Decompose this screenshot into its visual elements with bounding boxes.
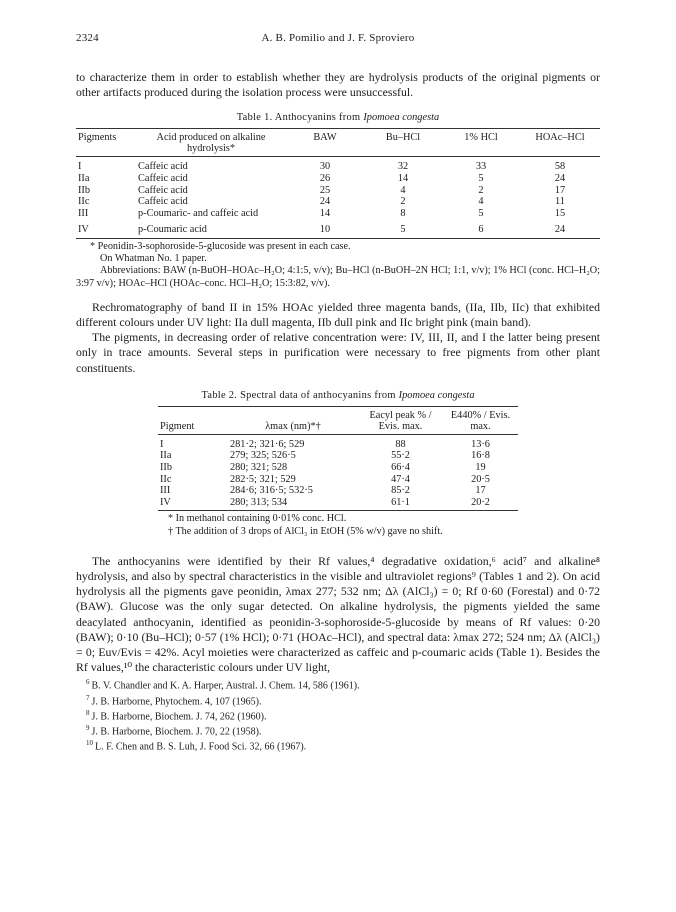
table-cell: 5	[364, 219, 442, 238]
table-cell: IIb	[160, 461, 173, 473]
table-row	[76, 219, 600, 238]
table-cell: IIa	[160, 450, 172, 462]
table-cell: 281·2; 321·6; 529	[230, 438, 305, 450]
table-cell: 66·4	[391, 461, 410, 473]
table1-header-cell: BAW	[286, 129, 364, 157]
reference-number: 9	[86, 723, 90, 732]
table-cell: 11	[555, 196, 565, 208]
table-cell: 10	[286, 219, 364, 238]
table-cell: 30	[319, 161, 331, 173]
table1-header-cell: Acid produced on alkaline hydrolysis*	[136, 129, 286, 157]
table1-header-cell: Pigments	[76, 129, 136, 157]
table-cell: p-Coumaric- and caffeic acid	[138, 207, 259, 219]
table-cell: Caffeic acid	[138, 184, 188, 196]
reference-item	[76, 723, 600, 738]
table-row	[158, 485, 518, 497]
table-cell: 14	[397, 173, 409, 184]
table-cell: 25	[319, 184, 331, 196]
table-row	[76, 208, 600, 220]
table-cell: 85·2	[391, 485, 410, 497]
table-cell: 280; 321; 528	[230, 461, 288, 473]
table2-header-cell: E440% / Evis. max.	[443, 406, 518, 434]
reference-item	[76, 738, 600, 753]
table-cell: 5	[478, 207, 484, 219]
table2-header-row	[158, 406, 518, 434]
table-cell: IIc	[160, 473, 172, 485]
reference-number: 6	[86, 678, 90, 687]
table-row	[158, 434, 518, 450]
table1-caption-species: Ipomoea congesta	[363, 112, 440, 124]
table1-note: On Whatman No. 1 paper.	[100, 253, 207, 265]
table-cell: IV	[158, 497, 228, 511]
table-cell: 24	[554, 173, 566, 184]
running-title: A. B. Pomilio and J. F. Sproviero	[261, 32, 415, 44]
reference-number: 7	[86, 693, 90, 702]
table-cell: 88	[395, 438, 406, 450]
table2-note: * In methanol containing 0·01% conc. HCl.	[168, 513, 347, 525]
reference-item	[76, 677, 600, 692]
table2-header-cell: Pigment	[158, 406, 228, 434]
table-cell: 5	[478, 173, 484, 184]
table2-caption-prefix: Table 2. Spectral data of anthocyanins from	[201, 389, 396, 401]
table-cell: 4	[478, 196, 484, 208]
reference-item	[76, 708, 600, 723]
table-cell: 2	[400, 196, 406, 208]
intro-paragraph: to characterize them in order to establish whether they are hydrolysis products of the original pigments or other artifacts produced during the isolation process were unsuccessful.	[76, 70, 600, 100]
footnote-references	[76, 677, 600, 753]
table2	[158, 406, 518, 512]
table-cell: 4	[400, 184, 406, 196]
table1-header-row	[76, 129, 600, 157]
reference-number: 10	[86, 738, 93, 747]
table-cell: 26	[319, 173, 331, 184]
table-cell: p-Coumaric acid	[136, 219, 286, 238]
table-cell: 20·2	[443, 497, 518, 511]
table-cell: IIa	[78, 173, 90, 184]
reference-text: B. V. Chandler and K. A. Harper, Austral. J. Chem. 14, 586 (1961).	[91, 680, 360, 692]
table-cell: I	[78, 161, 82, 173]
table-cell: Caffeic acid	[138, 161, 188, 173]
table2-header-cell: Eacyl peak % / Evis. max.	[358, 406, 443, 434]
table-cell: IIb	[78, 184, 91, 196]
table-cell: 55·2	[391, 450, 410, 462]
table-cell: I	[160, 438, 164, 450]
table-cell: 279; 325; 526·5	[230, 450, 296, 462]
table-cell: 19	[475, 461, 486, 473]
table-cell: 8	[400, 207, 406, 219]
table2-caption	[76, 390, 600, 401]
table-cell: Caffeic acid	[138, 173, 188, 184]
table-cell: 284·6; 316·5; 532·5	[230, 485, 313, 497]
page-number: 2324	[76, 32, 99, 44]
table1-header-cell: 1% HCl	[442, 129, 520, 157]
table-row	[158, 462, 518, 474]
table-cell: 20·5	[471, 473, 490, 485]
table1-header-cell: Bu–HCl	[364, 129, 442, 157]
table-cell: 6	[442, 219, 520, 238]
reference-item	[76, 693, 600, 708]
table2-header-cell: λmax (nm)*†	[228, 406, 358, 434]
table1-notes	[76, 241, 600, 290]
table-row	[76, 196, 600, 208]
table1-note: Abbreviations: BAW (n-BuOH–HOAc–H₂O; 4:1:5, v/v); Bu–HCl (n-BuOH–2N HCl; 1:1, v/v); 1% HCl (conc. HCl–H₂O; 3:97 v/v); HOAc–HCl (HOAc–conc. HCl–H₂O; 15:3:82, v/v).	[76, 265, 600, 289]
reference-number: 8	[86, 708, 90, 717]
reference-text: J. B. Harborne, Phytochem. 4, 107 (1965).	[91, 695, 262, 707]
table-row	[76, 185, 600, 197]
table-row	[158, 474, 518, 486]
reference-text: J. B. Harborne, Biochem. J. 74, 262 (1960).	[91, 710, 267, 722]
table-cell: 58	[554, 161, 566, 173]
table2-notes	[158, 513, 518, 537]
table-cell: 24	[520, 219, 600, 238]
table-cell: 13·6	[471, 438, 490, 450]
table-cell: 280; 313; 534	[228, 497, 358, 511]
table-cell: 47·4	[391, 473, 410, 485]
table-cell: III	[160, 485, 171, 497]
table1-note: * Peonidin-3-sophoroside-5-glucoside was present in each case.	[90, 240, 351, 252]
table1	[76, 128, 600, 239]
table1-caption-prefix: Table 1. Anthocyanins from	[236, 112, 361, 124]
table-cell: 282·5; 321; 529	[230, 473, 296, 485]
table2-note: † The addition of 3 drops of AlCl₃ in EtOH (5% w/v) gave no shift.	[168, 525, 443, 537]
table-cell: 24	[319, 196, 331, 208]
table-cell: 17	[475, 485, 486, 497]
identification-paragraph: The anthocyanins were identified by their Rf values,⁴ degradative oxidation,⁶ acid⁷ and alkaline⁸ hydrolysis, and also by spectral characteristics in the visible and ultraviolet regions⁹ (Tables 1 and 2). On acid hydrolysis all the pigments gave peonidin, λmax 277; 532 nm; Δλ (AlCl₃) = 0; Rf 0·60 (Forestal) and 0·72 (BAW). Glucose was the only sugar detected. On alkaline hydrolysis, the pigments yielded the same deacylated anthocyanin, identified as peonidin-3-sophoroside-5-glucoside by means of Rf values: 0·20 (BAW); 0·10 (Bu–HCl); 0·57 (1% HCl); 0·71 (HOAc–HCl), and spectral data: λmax 272; 524 nm; Δλ (AlCl₃) = 0; Euv/Evis = 42%. Acyl moieties were characterized as caffeic and p-coumaric acids (Table 1). Besides the Rf values,¹⁰ the characteristic colours under UV light,	[76, 553, 600, 675]
table-cell: 16·8	[471, 450, 490, 462]
reference-text: J. B. Harborne, Biochem. J. 70, 22 (1958).	[91, 726, 262, 738]
table-cell: 33	[475, 161, 487, 173]
table-cell: IIc	[78, 196, 90, 208]
table1-caption	[76, 112, 600, 123]
table-cell: 32	[397, 161, 409, 173]
table-cell: III	[78, 207, 89, 219]
table-row	[76, 173, 600, 185]
table-row	[158, 497, 518, 511]
reference-text: L. F. Chen and B. S. Luh, J. Food Sci. 32, 66 (1967).	[95, 741, 307, 753]
pigments-paragraph: The pigments, in decreasing order of relative concentration were: IV, III, II, and I the latter being present only in trace amounts. Several steps in purification were necessary to free pigments from other plant constituents.	[76, 330, 600, 375]
article-body	[76, 70, 600, 753]
table-cell: 15	[554, 207, 566, 219]
table-cell: 61·1	[358, 497, 443, 511]
table-row	[158, 450, 518, 462]
table-row	[76, 157, 600, 173]
table1-header-cell: HOAc–HCl	[520, 129, 600, 157]
table-cell: Caffeic acid	[138, 196, 188, 208]
table2-caption-species: Ipomoea congesta	[398, 389, 475, 401]
table-cell: IV	[76, 219, 136, 238]
table-cell: 14	[319, 207, 331, 219]
table-cell: 17	[554, 184, 566, 196]
rechromatography-paragraph: Rechromatography of band II in 15% HOAc yielded three magenta bands, (IIa, IIb, IIc) that exhibited different colours under UV light: IIa dull magenta, IIb dull pink and IIc bright pink (main band).	[76, 299, 600, 329]
table-cell: 2	[478, 184, 484, 196]
